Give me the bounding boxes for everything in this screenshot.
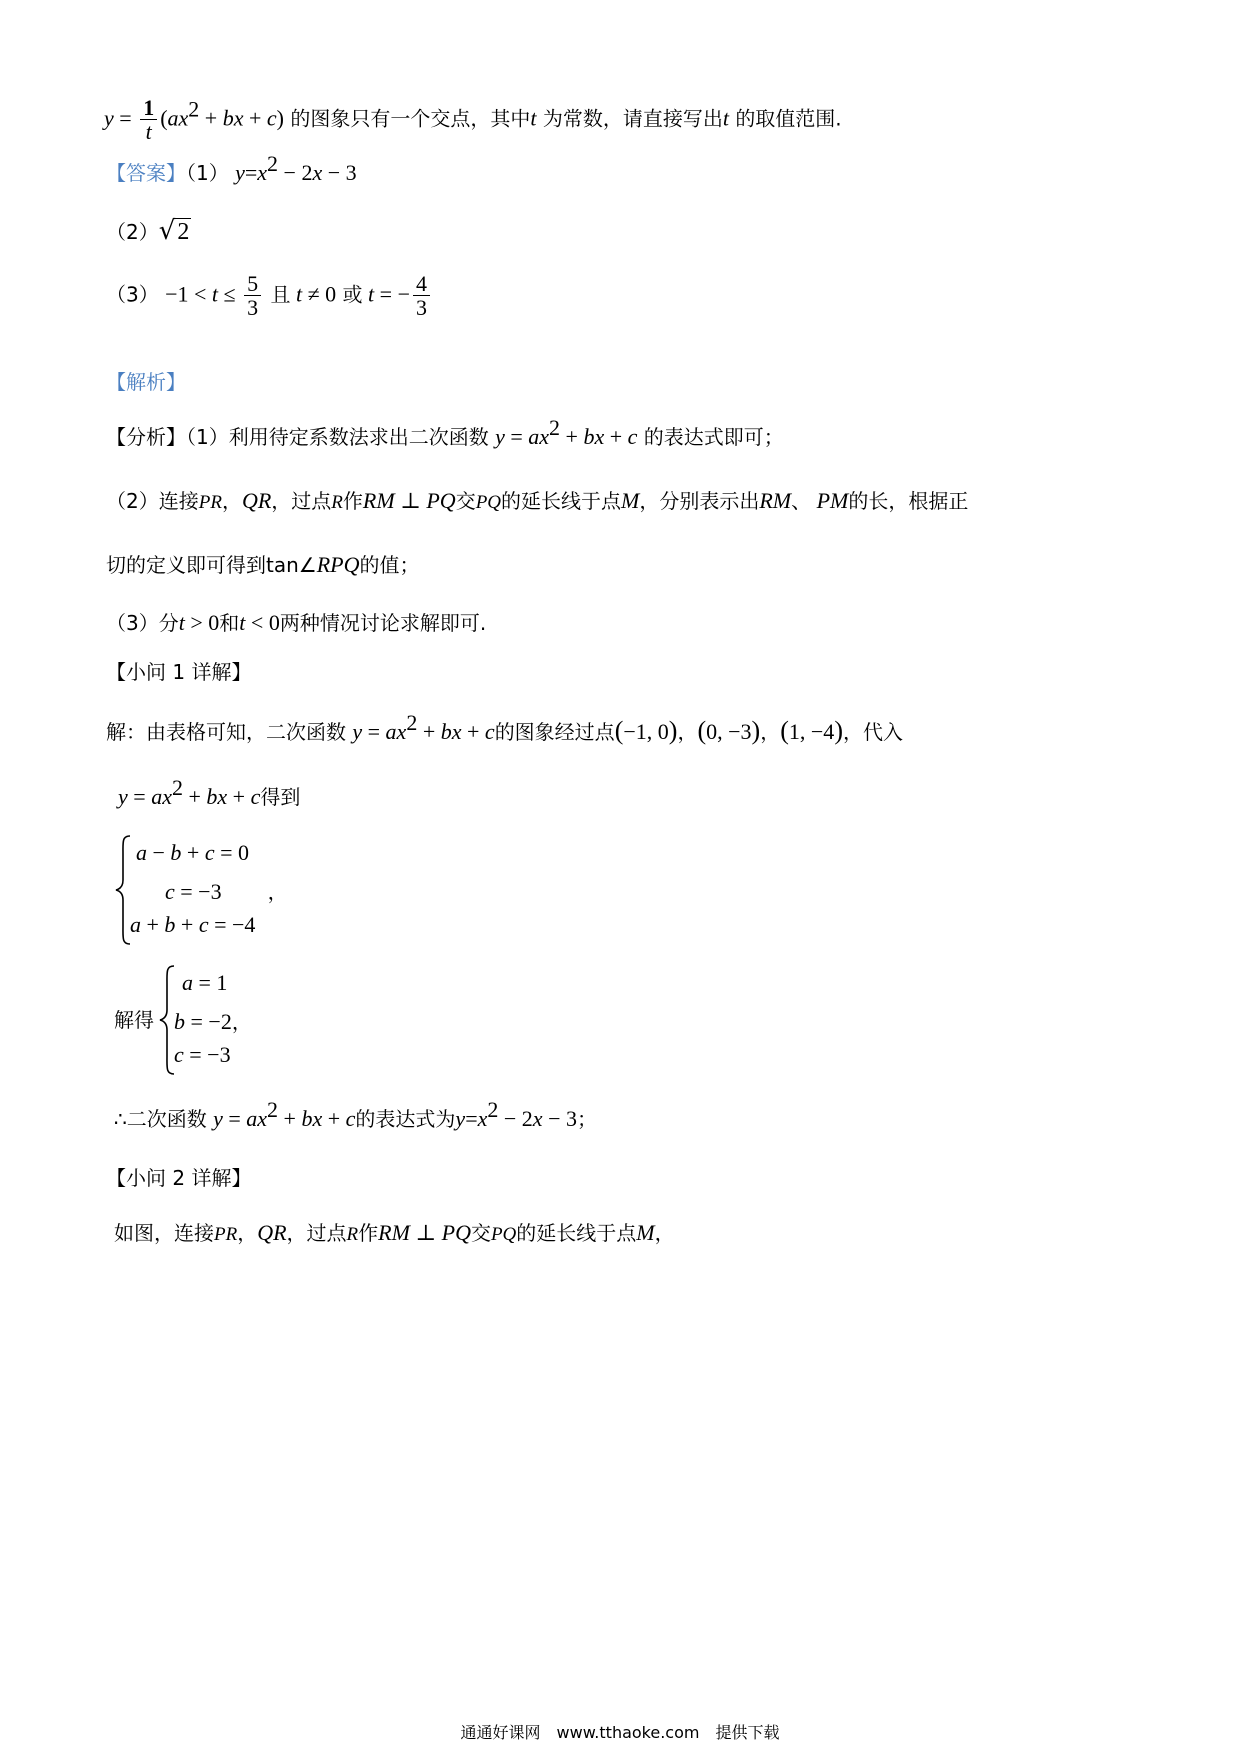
fenxi-3-c: 两种情况讨论求解即可. [279,611,487,635]
q2-line: 如图，连接PR，QR，过点R作RM ⊥ PQ交PQ的延长线于点M， [114,1220,675,1245]
intro-line: y = $\frac{1}{t}$ ($ax^2$ + bx + c) 的图象只有一个交点，其中t 为常数，请直接写出t 的取值范围. [104,95,842,145]
fenxi-2-comma: ， [221,489,242,513]
q2-line-e: 的延长线于点 [516,1221,637,1245]
answer-2-prefix: （2） [106,220,159,244]
analysis-label-text: 【解析】 [106,370,186,394]
fraction-5-3: $\frac{5}{3}$ [244,272,261,320]
q2-line-c: 作 [358,1221,379,1245]
fraction-4-3: $\frac{4}{3}$ [413,272,430,320]
q1-label-text: 【小问 1 详解】 [106,660,252,684]
fenxi-1-b: 的表达式即可； [643,425,784,449]
fenxi-2-g: 、 [791,489,812,513]
fenxi-2-a: （2）连接 [106,489,199,513]
system-2-row-2: b = −2， [174,1009,252,1034]
answer-1-prefix: （1） [186,161,229,185]
q2-label [106,1168,251,1188]
q1-solve-label [114,1010,154,1030]
system-1-comma: ， [267,880,288,904]
fenxi-1: 【分析】（1）利用待定系数法求出二次函数 $y = ax^2$ + bx + c 的表达式即可； [106,415,784,449]
q2-line-b: ，过点 [286,1221,347,1245]
q1-line1b: 的图象经过点 [494,720,615,744]
q1-line1c: ，代入 [842,720,903,744]
fenxi-label: 【分析】 [106,425,186,449]
fenxi-2-line1: （2）连接PR，QR，过点R作RM ⊥ PQ交PQ的延长线于点M，分别表示出RM、 PM的长，根据正 [106,488,969,513]
intro-text-3: 的取值范围. [735,106,842,131]
q1-conclusion-b: 的表达式为 [355,1107,456,1131]
q1-line2b: 得到 [260,785,301,809]
fenxi-2-c: 作 [342,489,363,513]
system-2-row-1: a = 1 [182,970,228,995]
q1-label [106,662,251,682]
system-2-row-3: c = −3 [174,1042,231,1067]
fenxi-3-b: 和 [219,611,240,635]
intro-text-2: 为常数，请直接写出 [542,106,723,131]
fenxi-2-e: 的延长线于点 [501,489,622,513]
q2-line-a: 如图，连接 [114,1221,214,1245]
q1-solve-text: 解得 [114,1008,154,1032]
fenxi-1-a: （1）利用待定系数法求出二次函数 [186,425,489,449]
intro-text-1: 的图象只有一个交点，其中 [290,106,531,131]
q1-conclusion: ∴二次函数 $y = ax^2$ + bx + c的表达式为$y=x^2 - 2x - 3$； [114,1097,597,1131]
analysis-label [106,372,186,392]
q2-line-d: 交 [470,1221,491,1245]
q1-line1: 解：由表格可知，二次函数 $y = ax^2$ + bx + c的图象经过点(−1, 0)，(0, −3)，(1, −4)，代入 [106,710,903,745]
q2-line-f: ， [654,1221,675,1245]
q1-line1a: 解：由表格可知，二次函数 [106,720,346,744]
system-1-row-1: a − b + c = 0 [136,840,250,865]
answer-2: （2）√2 [106,216,190,246]
fraction-one-over-t: $\frac{1}{t}$ [140,96,157,144]
fenxi-2-h: 的长，根据正 [848,489,969,513]
fenxi-2-line2: 切的定义即可得到tan∠RPQ的值； [106,552,420,577]
answer-1: 【答案】（1） $y=x^2 - 2x - 3$ [106,151,357,185]
fenxi-3-a: （3）分 [106,611,179,635]
fenxi-2-line2a: 切的定义即可得到 [106,553,266,577]
fenxi-2-line2b: 的值； [359,553,420,577]
q2-label-text: 【小问 2 详解】 [106,1166,252,1190]
fenxi-2-b: ，过点 [271,489,332,513]
answer-3-and: 且 [270,282,291,307]
fenxi-3: （3）分t > 0和t < 0两种情况讨论求解即可. [106,610,487,635]
answer-3-prefix: （3） [106,282,159,307]
q1-conclusion-a: ∴二次函数 [114,1107,207,1131]
q1-line2: $y = ax^2$ + bx + c得到 [118,775,301,809]
page-footer: 通通好课网 www.tthaoke.com 提供下载 [460,1723,780,1742]
q1-conclusion-c: ； [576,1107,597,1131]
answer-label: 【答案】 [106,161,186,185]
answer-3-or: 或 [342,282,363,307]
system-1-row-2: c = −3 ， [165,879,288,904]
answer-3: （3） −1 < t ≤ $\frac{5}{3}$ 且 t ≠ 0 或 t = − $\frac{4}{3}$ [106,272,433,320]
system-1-row-3: a + b + c = −4 [130,912,256,937]
fenxi-2-d: 交 [455,489,476,513]
fenxi-2-f: ，分别表示出 [639,489,760,513]
